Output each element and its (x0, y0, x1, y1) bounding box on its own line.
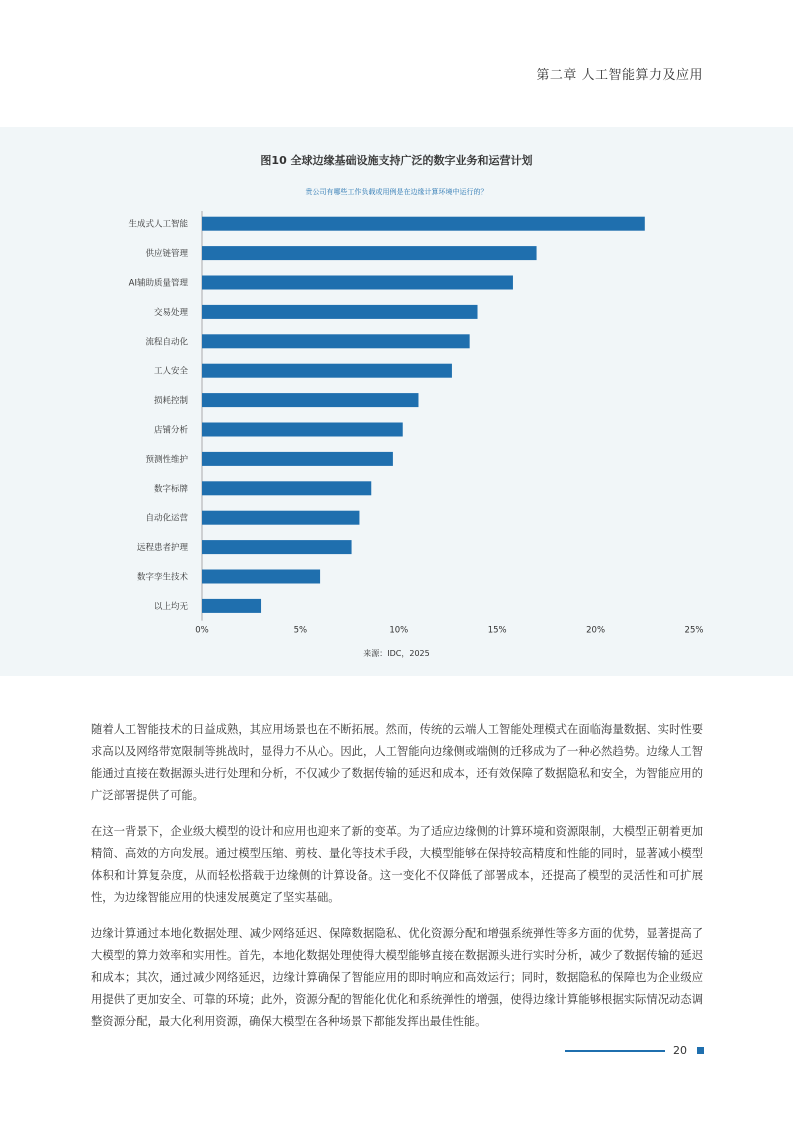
page-number: 20 (673, 1044, 687, 1057)
category-label: 以上均无 (153, 601, 188, 612)
bar (202, 570, 320, 584)
category-label: AI辅助质量管理 (128, 278, 188, 289)
bar (202, 511, 359, 525)
bar (202, 452, 393, 466)
category-label: 数字标牌 (153, 484, 188, 495)
bar (202, 246, 537, 260)
page-marker-square (697, 1047, 704, 1054)
figure-source: 来源：IDC，2025 (363, 649, 430, 658)
category-label: 远程患者护理 (136, 543, 188, 554)
bar (202, 393, 418, 407)
x-tick-label: 15% (487, 625, 507, 636)
category-label: 工人安全 (153, 366, 188, 377)
x-tick-label: 20% (586, 625, 606, 636)
category-label: 店铺分析 (153, 425, 188, 436)
body-paragraph: 随着人工智能技术的日益成熟，其应用场景也在不断拓展。然而，传统的云端人工智能处理模式在面临海量数据、实时性要求高以及网络带宽限制等挑战时，显得力不从心。因此，人工智能向边缘侧或端侧的迁移成为了一种必然趋势。边缘人工智能通过直接在数据源头进行处理和分析，不仅减少了数据传输的延迟和成本，还有效保障了数据隐私和安全，为智能应用的广泛部署提供了可能。 (91, 723, 703, 802)
figure-panel (0, 127, 793, 676)
x-tick-label: 0% (195, 625, 209, 636)
bar (202, 423, 403, 437)
figure-title: 图10 全球边缘基础设施支持广泛的数字业务和运营计划 (260, 154, 533, 167)
bar (202, 599, 261, 613)
category-label: 生成式人工智能 (128, 219, 188, 230)
x-tick-label: 5% (293, 625, 308, 636)
category-label: 供应链管理 (145, 249, 188, 260)
bar (202, 334, 470, 348)
body-text (91, 719, 703, 1047)
body-paragraph: 在这一背景下，企业级大模型的设计和应用也迎来了新的变革。为了适应边缘侧的计算环境和资源限制，大模型正朝着更加精简、高效的方向发展。通过模型压缩、剪枝、量化等技术手段，大模型能够在保持较高精度和性能的同时，显著减小模型体积和计算复杂度，从而轻松搭载于边缘侧的计算设备。这一变化不仅降低了部署成本，还提高了模型的灵活性和可扩展性，为边缘智能应用的快速发展奠定了坚实基础。 (91, 825, 703, 904)
footer-rule (565, 1050, 665, 1052)
bar (202, 540, 352, 554)
chapter-title: 第二章 人工智能算力及应用 (536, 68, 703, 83)
body-paragraph: 边缘计算通过本地化数据处理、减少网络延迟、保障数据隐私、优化资源分配和增强系统弹性等多方面的优势，显著提高了大模型的算力效率和实用性。首先，本地化数据处理使得大模型能够直接在数据源头进行实时分析，减少了数据传输的延迟和成本；其次，通过减少网络延迟，边缘计算确保了智能应用的即时响应和高效运行；同时，数据隐私的保障也为企业级应用提供了更加安全、可靠的环境；此外，资源分配的智能化优化和系统弹性的增强，使得边缘计算能够根据实际情况动态调整资源分配，最大化利用资源，确保大模型在各种场景下都能发挥出最佳性能。 (91, 927, 703, 1028)
category-label: 损耗控制 (153, 396, 188, 407)
figure-subtitle: 贵公司有哪些工作负载或用例是在边缘计算环境中运行的？ (305, 188, 488, 196)
category-label: 预测性维护 (145, 454, 188, 465)
bar (202, 276, 513, 290)
bar (202, 305, 478, 319)
bar (202, 364, 452, 378)
x-tick-label: 10% (389, 625, 409, 636)
bar-chart (0, 127, 793, 676)
bar (202, 217, 645, 231)
category-label: 数字孪生技术 (136, 572, 188, 583)
x-tick-label: 25% (684, 625, 704, 636)
bar (202, 481, 371, 495)
category-label: 流程自动化 (145, 337, 188, 348)
category-label: 交易处理 (153, 307, 188, 318)
category-label: 自动化运营 (145, 513, 188, 524)
